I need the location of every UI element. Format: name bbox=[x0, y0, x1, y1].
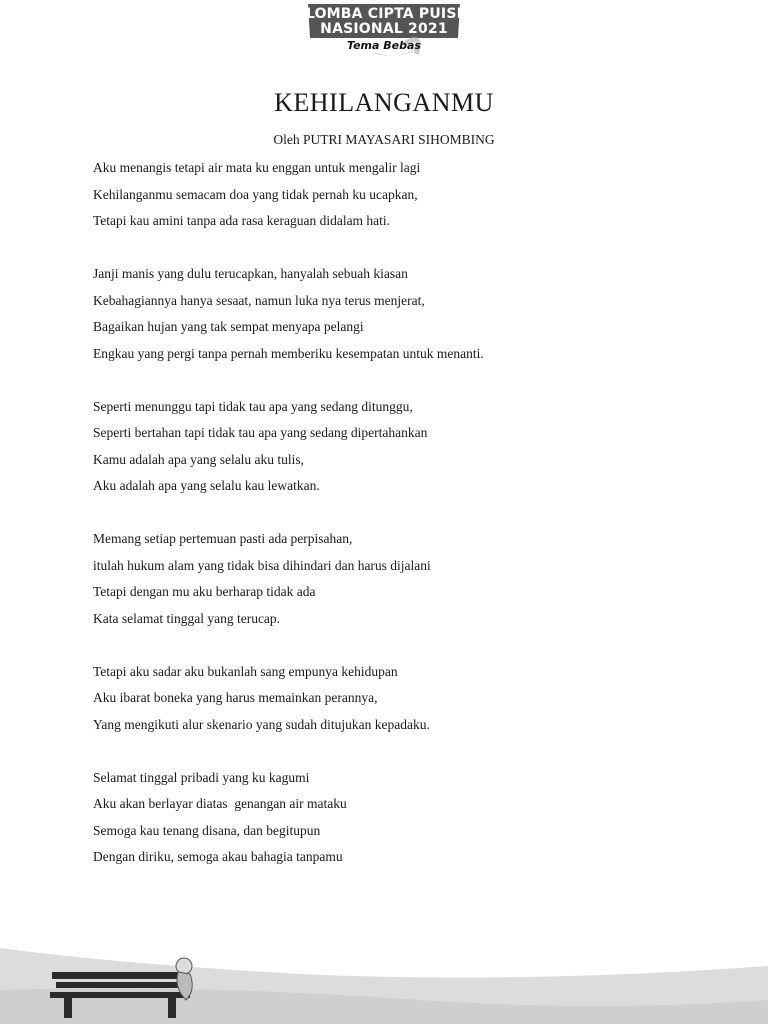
logo-line-2: NASIONAL 2021 bbox=[320, 21, 448, 37]
contest-logo bbox=[300, 2, 468, 60]
poem-line: Dengan diriku, semoga akau bahagia tanpamu bbox=[93, 849, 343, 864]
poem-line: itulah hukum alam yang tidak bisa dihindari dan harus dijalani bbox=[93, 557, 431, 573]
poem-line: Aku ibarat boneka yang harus memainkan perannya, bbox=[93, 690, 378, 705]
poem-line: Aku menangis tetapi air mata ku enggan untuk mengalir lagi bbox=[93, 160, 421, 175]
poem-line: Aku adalah apa yang selalu kau lewatkan. bbox=[93, 478, 320, 493]
logo-theme: Tema Bebas bbox=[347, 39, 421, 52]
poem-line: Tetapi aku sadar aku bukanlah sang empunya kehidupan bbox=[93, 663, 398, 679]
poem-line: Selamat tinggal pribadi yang ku kagumi bbox=[93, 769, 310, 785]
poem-body bbox=[93, 158, 713, 900]
stanza bbox=[93, 264, 713, 370]
poem-author: Oleh PUTRI MAYASARI SIHOMBING bbox=[273, 132, 495, 147]
logo-line-1: LOMBA CIPTA PUISI bbox=[305, 6, 463, 22]
poem-line: Janji manis yang dulu terucapkan, hanyalah sebuah kiasan bbox=[93, 266, 408, 281]
poem-line: Yang mengikuti alur skenario yang sudah ditujukan kepadaku. bbox=[93, 716, 430, 732]
poem-line: Seperti bertahan tapi tidak tau apa yang sedang dipertahankan bbox=[93, 425, 428, 440]
poem-line: Memang setiap pertemuan pasti ada perpisahan, bbox=[93, 531, 353, 546]
poem-line: Tetapi kau amini tanpa ada rasa keraguan didalam hati. bbox=[93, 213, 391, 228]
poem-line: Engkau yang pergi tanpa pernah memberiku kesempatan untuk menanti. bbox=[93, 345, 484, 361]
stanza bbox=[93, 397, 713, 503]
poem-line: Kebahagiannya hanya sesaat, namun luka nya terus menjerat, bbox=[93, 292, 425, 308]
stanza bbox=[93, 158, 713, 238]
poem-line: Kata selamat tinggal yang terucap. bbox=[93, 610, 281, 626]
stanza bbox=[93, 768, 713, 874]
poem-line: Seperti menunggu tapi tidak tau apa yang sedang ditunggu, bbox=[93, 398, 413, 414]
poem-line: Bagaikan hujan yang tak sempat menyapa pelangi bbox=[93, 319, 364, 334]
poem-line: Aku akan berlayar diatas genangan air mataku bbox=[93, 796, 347, 811]
footer-landscape bbox=[0, 930, 768, 1024]
poem-line: Kamu adalah apa yang selalu aku tulis, bbox=[93, 451, 305, 467]
poem-title: KEHILANGANMU bbox=[274, 88, 494, 117]
stanza bbox=[93, 662, 713, 742]
poem-line: Tetapi dengan mu aku berharap tidak ada bbox=[93, 584, 316, 599]
stanza bbox=[93, 529, 713, 635]
poem-line: Semoga kau tenang disana, dan begitupun bbox=[93, 822, 321, 838]
poem-line: Kehilanganmu semacam doa yang tidak pernah ku ucapkan, bbox=[93, 186, 418, 202]
